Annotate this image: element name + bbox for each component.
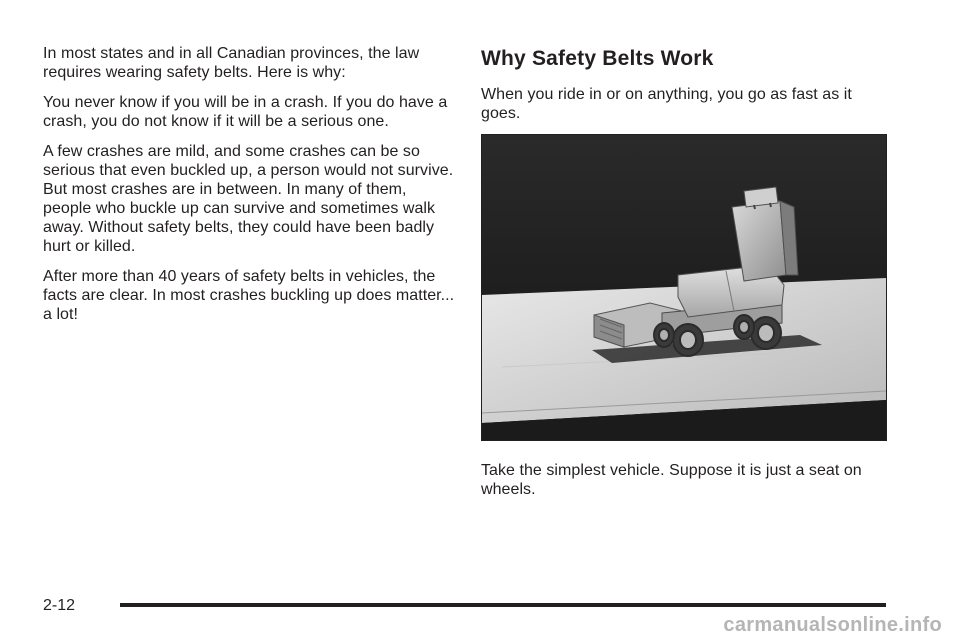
paragraph-facts: After more than 40 years of safety belts in vehicles, the facts are clear. In most crashes buckling up does matter... a lot! — [43, 268, 455, 323]
paragraph-law: In most states and in all Canadian provinces, the law requires wearing safety belts. Here is why: — [43, 45, 420, 81]
page-number: 2-12 — [43, 597, 76, 614]
figure-caption: Take the simplest vehicle. Suppose it is just a seat on wheels. — [481, 462, 862, 498]
paragraph-crash-severity: A few crashes are mild, and some crashes can be so serious that even buckled up, a person would not survive. But most crashes are in between. In many of them, people who buckle up can survive and sometimes walk away. Without safety belts, they could have been badly hurt or killed. — [43, 143, 454, 255]
left-column — [43, 44, 455, 335]
paragraph-crash-unknown: You never know if you will be in a crash. If you do have a crash, you do not know if it will be a serious one. — [43, 94, 448, 130]
footer-rule — [120, 603, 886, 607]
paragraph-intro: When you ride in or on anything, you go as fast as it goes. — [481, 86, 852, 122]
watermark: carmanualsonline.info — [723, 614, 942, 636]
seat-on-wheels-figure — [481, 134, 887, 441]
right-column — [481, 44, 891, 510]
section-heading: Why Safety Belts Work — [481, 47, 714, 70]
seat-on-wheels-icon — [482, 135, 886, 440]
